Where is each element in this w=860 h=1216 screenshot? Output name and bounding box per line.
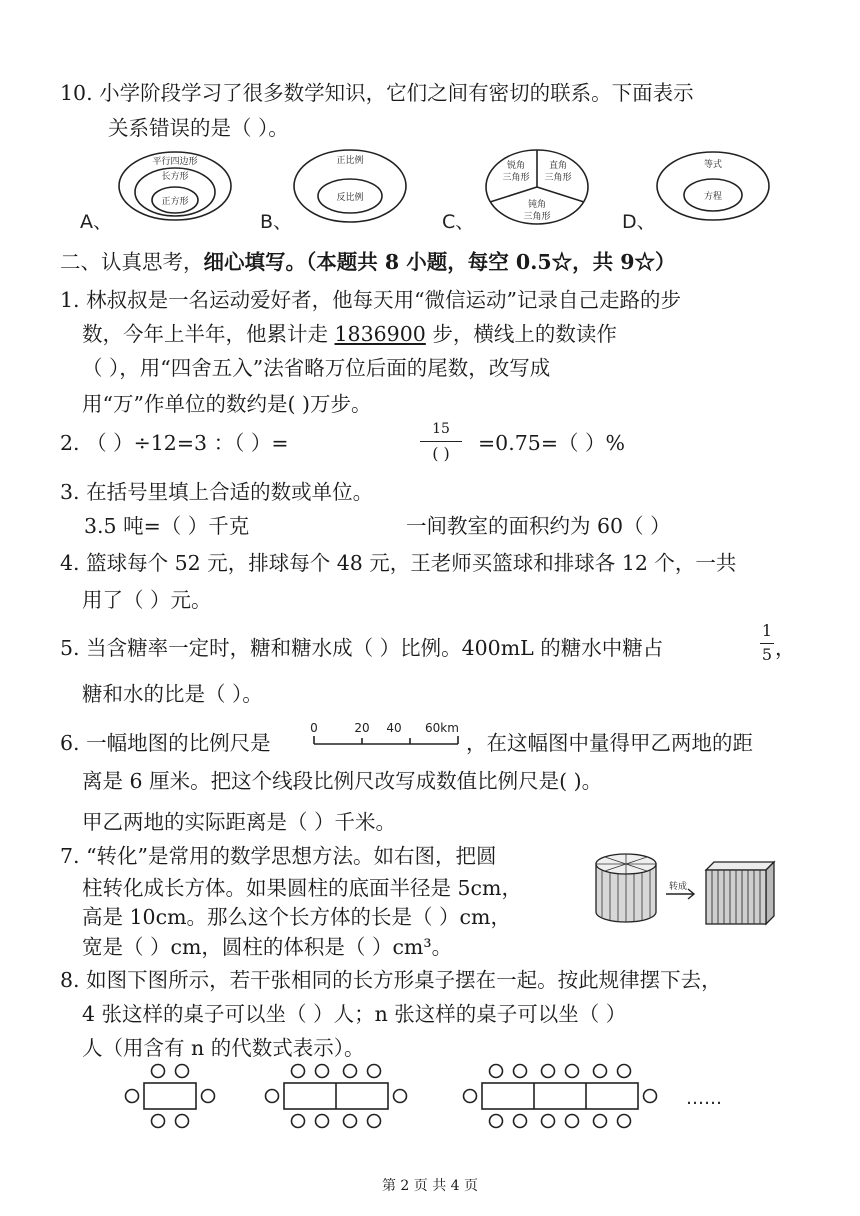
q1-line3: （ ），用“四舍五入”法省略万位后面的尾数，改写成 [82, 356, 551, 380]
q1-line1: 1. 林叔叔是一名运动爱好者，他每天用“微信运动”记录自己走路的步 [60, 288, 682, 312]
q10-option-b-label: B、 [260, 211, 293, 233]
q10-c-s1b: 三角形 [502, 173, 530, 183]
q8-table-pattern-figure [116, 1058, 756, 1138]
q10-option-a-label: A、 [80, 211, 112, 233]
q10-d-inner: 方程 [703, 192, 723, 202]
q10-line1: 10. 小学阶段学习了很多数学知识，它们之间有密切的联系。下面表示 [60, 81, 694, 105]
q6-scale-bar [306, 718, 468, 754]
table-1-desk [144, 1083, 196, 1109]
q10-c-s2: 直角 [548, 161, 568, 171]
q3-line1: 3. 在括号里填上合适的数或单位。 [60, 480, 374, 504]
q7-cylinder-to-cuboid-figure [588, 842, 788, 932]
q10-options-diagram [60, 140, 800, 240]
q2-fraction-denominator: ( ) [432, 444, 450, 463]
q2-line1-right: =0.75=（ ）% [478, 431, 625, 455]
q6-line2: 离是 6 厘米。把这个线段比例尺改写成数值比例尺是( )。 [82, 769, 603, 793]
q7-line3: 高是 10cm。那么这个长方体的长是（ ）cm， [82, 905, 511, 929]
q2-fraction-bar [420, 441, 462, 442]
q10-a-inner: 正方形 [161, 197, 189, 207]
q10-c-s3b: 三角形 [523, 212, 551, 222]
q7-line2: 柱转化成长方体。如果圆柱的底面半径是 5cm， [82, 876, 522, 900]
q4-line1: 4. 篮球每个 52 元，排球每个 48 元，王老师买篮球和排球各 12 个，一共 [60, 551, 737, 575]
q10-b-outer: 正比例 [336, 156, 364, 166]
page-footer: 第 2 页 共 4 页 [381, 1178, 479, 1194]
q5-comma: ， [775, 636, 796, 660]
q6-tick-20: 20 [354, 721, 370, 735]
q2-line1-left: 2. （ ）÷12=3 ：（ ）= [60, 431, 289, 455]
q5-fraction-numerator: 1 [761, 621, 773, 640]
q10-c-s3: 钝角 [527, 200, 547, 210]
table-3-desks [482, 1083, 638, 1109]
q1-line4: 用“万”作单位的数约是( )万步。 [82, 392, 372, 416]
q5-line1: 5. 当含糖率一定时，糖和糖水成（ ）比例。400mL 的糖水中糖占 [60, 636, 664, 660]
q6-line1-left: 6. 一幅地图的比例尺是 [60, 731, 271, 755]
q8-line1: 8. 如图下图所示，若干张相同的长方形桌子摆在一起。按此规律摆下去， [60, 968, 722, 992]
q10-c-s2b: 三角形 [544, 173, 572, 183]
q6-tick-60km: 60km [425, 721, 459, 735]
q5-line2: 糖和水的比是（ ）。 [82, 682, 263, 706]
q10-b-inner: 反比例 [336, 193, 364, 203]
q10-a-outer: 平行四边形 [152, 157, 198, 167]
q6-line1-right: ，在这幅图中量得甲乙两地的距 [466, 731, 753, 755]
q3-line2-left: 3.5 吨=（ ）千克 [84, 514, 250, 538]
q10-option-d-label: D、 [622, 211, 656, 233]
q6-tick-0: 0 [310, 721, 318, 735]
q8-ellipsis: …… [686, 1088, 722, 1109]
q2-fraction-numerator: 15 [432, 421, 450, 437]
q6-tick-40: 40 [386, 721, 402, 735]
q10-a-middle: 长方形 [161, 172, 189, 182]
q8-line3: 人（用含有 n 的代数式表示）。 [82, 1036, 365, 1060]
q10-c-s1: 锐角 [506, 161, 526, 171]
q5-fraction-bar [760, 643, 774, 644]
q1-line2: 数，今年上半年，他累计走 1836900 步，横线上的数读作 [82, 322, 617, 346]
q3-line2-right: 一间教室的面积约为 60（ ） [406, 514, 671, 538]
q8-line2: 4 张这样的桌子可以坐（ ）人；n 张这样的桌子可以坐（ ） [82, 1002, 627, 1026]
q10-option-c-label: C、 [442, 211, 475, 233]
q6-line3: 甲乙两地的实际距离是（ ）千米。 [82, 810, 397, 834]
q4-line2: 用了（ ）元。 [82, 588, 212, 612]
section2-heading: 二、认真思考，细心填写。（本题共 8 小题，每空 0.5☆，共 9☆） [60, 250, 676, 274]
q1-underlined-number: 1836900 [334, 322, 426, 346]
q10-line2: 关系错误的是（ ）。 [108, 116, 289, 140]
q10-d-outer: 等式 [703, 160, 723, 170]
q7-arrow-label: 转成 [668, 882, 688, 892]
q7-line1: 7. “转化”是常用的数学思想方法。如右图，把圆 [60, 844, 497, 868]
q7-line4: 宽是（ ）cm，圆柱的体积是（ ）cm³。 [82, 935, 453, 959]
q5-fraction-denominator: 5 [761, 645, 773, 664]
